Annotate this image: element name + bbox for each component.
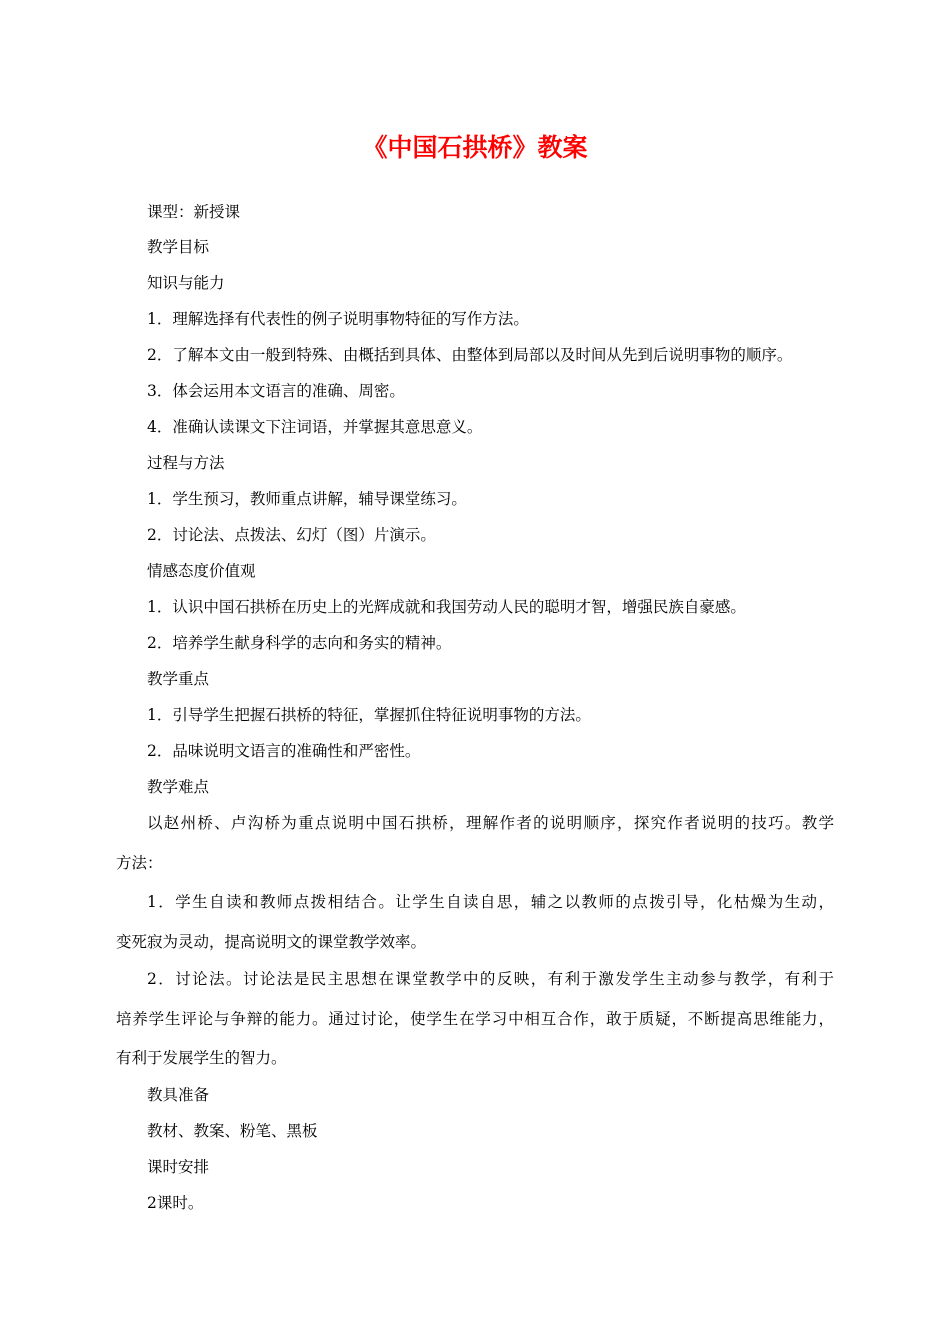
process-item: 2．讨论法、点拨法、幻灯（图）片演示。 xyxy=(147,526,436,544)
knowledge-item: 1．理解选择有代表性的例子说明事物特征的写作方法。 xyxy=(147,310,529,328)
knowledge-item: 3．体会运用本文语言的准确、周密。 xyxy=(147,382,405,400)
method-2-cont: 培养学生评论与争辩的能力。通过讨论，使学生在学习中相互合作，敢于质疑，不断提高思维能力， xyxy=(116,1010,834,1028)
schedule-text: 2课时。 xyxy=(147,1194,204,1212)
difficulty-heading: 教学难点 xyxy=(147,778,210,796)
key-points-heading: 教学重点 xyxy=(147,670,210,688)
tools-heading: 教具准备 xyxy=(147,1086,210,1104)
method-1: 1．学生自读和教师点拨相结合。让学生自读自思，辅之以教师的点拨引导，化枯燥为生动， xyxy=(147,893,834,911)
emotion-item: 2．培养学生献身科学的志向和务实的精神。 xyxy=(147,634,452,652)
process-item: 1．学生预习，教师重点讲解，辅导课堂练习。 xyxy=(147,490,467,508)
knowledge-item: 4．准确认读课文下注词语，并掌握其意思意义。 xyxy=(147,418,483,436)
schedule-heading: 课时安排 xyxy=(147,1158,210,1176)
method-2-cont: 有利于发展学生的智力。 xyxy=(116,1049,287,1067)
method-1-cont: 变死寂为灵动，提高说明文的课堂教学效率。 xyxy=(116,933,427,951)
tools-text: 教材、教案、粉笔、黑板 xyxy=(147,1122,318,1140)
difficulty-text-cont: 方法： xyxy=(116,854,163,872)
lesson-type: 课型：新授课 xyxy=(147,203,241,221)
objectives-heading: 教学目标 xyxy=(147,238,210,256)
document-title: 《中国石拱桥》教案 xyxy=(362,133,588,162)
process-heading: 过程与方法 xyxy=(147,454,225,472)
key-points-item: 1．引导学生把握石拱桥的特征，掌握抓住特征说明事物的方法。 xyxy=(147,706,591,724)
emotion-heading: 情感态度价值观 xyxy=(147,562,256,580)
difficulty-text: 以赵州桥、卢沟桥为重点说明中国石拱桥，理解作者的说明顺序，探究作者说明的技巧。教学 xyxy=(147,814,834,832)
method-2: 2．讨论法。讨论法是民主思想在课堂教学中的反映，有利于激发学生主动参与教学，有利于 xyxy=(147,970,834,988)
key-points-item: 2．品味说明文语言的准确性和严密性。 xyxy=(147,742,421,760)
knowledge-heading: 知识与能力 xyxy=(147,274,225,292)
emotion-item: 1．认识中国石拱桥在历史上的光辉成就和我国劳动人民的聪明才智，增强民族自豪感。 xyxy=(147,598,746,616)
knowledge-item: 2．了解本文由一般到特殊、由概括到具体、由整体到局部以及时间从先到后说明事物的顺序。 xyxy=(147,346,793,364)
